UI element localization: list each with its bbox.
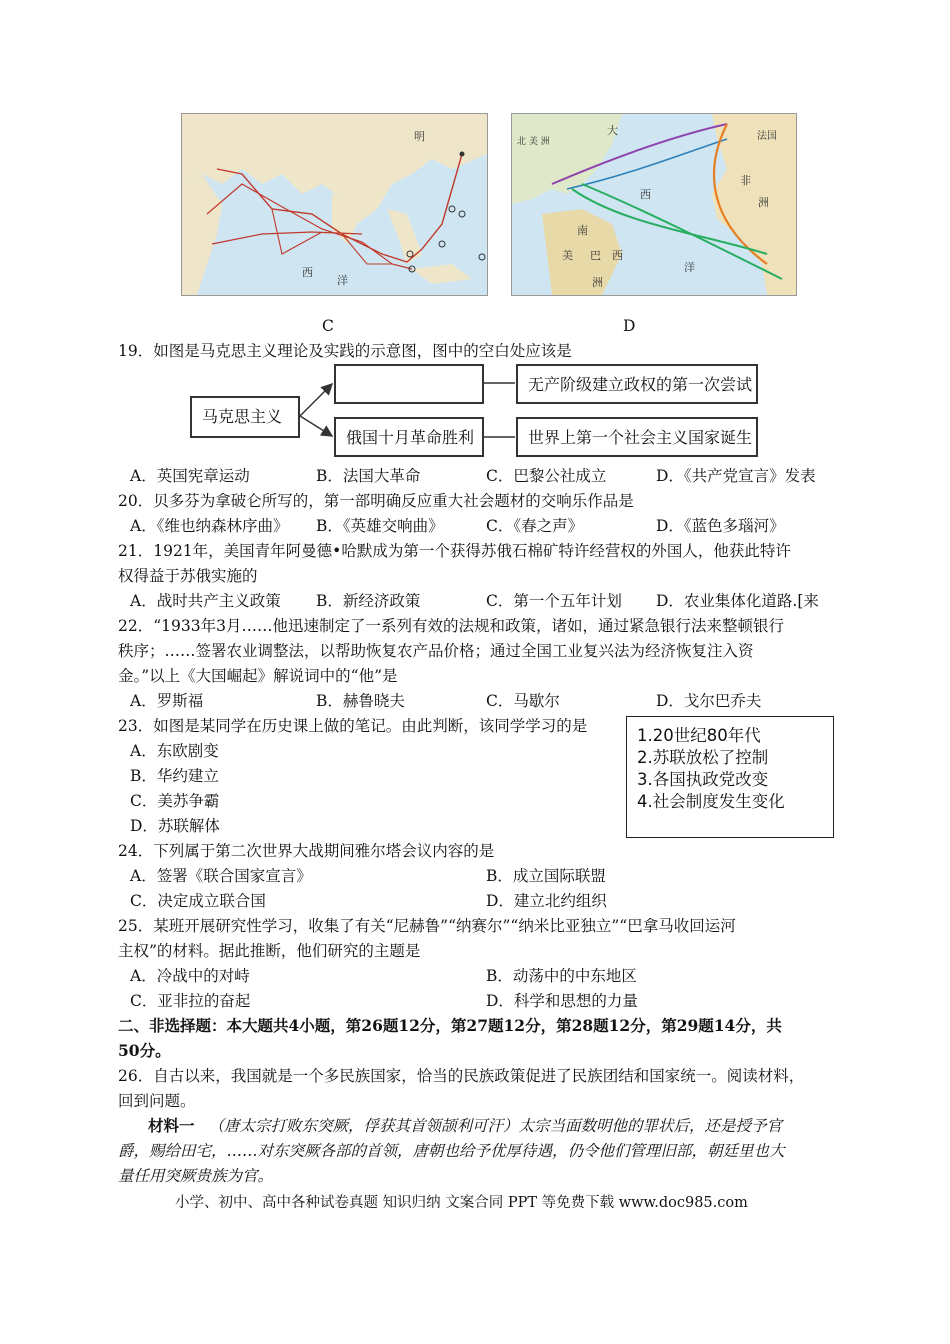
- map-label-zhou: 洲: [758, 196, 769, 209]
- q23-notes-box: [626, 716, 834, 838]
- q26-material-line1: [148, 1115, 782, 1137]
- map-label-yang-2: 洋: [684, 261, 695, 274]
- map-label-zhou-2: 洲: [592, 276, 603, 289]
- q25-stem-line1: 25．某班开展研究性学习，收集了有关“尼赫鲁”“纳赛尔”“纳米比亚独立”“巴拿马收回运河: [118, 917, 736, 935]
- q26-stem-line1: 26．自古以来，我国就是一个多民族国家，恰当的民族政策促进了民族团结和国家统一。阅读材料，: [118, 1067, 805, 1085]
- map-atlantic-routes: [511, 113, 797, 296]
- map-zheng-he-svg: [182, 114, 487, 295]
- map-label-da: 大: [607, 124, 618, 137]
- diagram-blank-box: [334, 364, 484, 404]
- map-label-nan: 南: [577, 224, 588, 237]
- map-label-france: 法国: [757, 131, 777, 142]
- q20-option-a[interactable]: A．《维也纳森林序曲》: [130, 517, 289, 535]
- q22-option-b[interactable]: B．赫鲁晓夫: [316, 692, 405, 710]
- q25-stem-line2: 主权”的材料。据此推断，他们研究的主题是: [118, 942, 421, 960]
- diagram-root-marxism: 马克思主义: [190, 396, 300, 438]
- q22-stem-line1: 22．“1933年3月……他迅速制定了一系列有效的法规和政策，诸如，通过紧急银行法来整顿银行: [118, 617, 784, 635]
- section2-heading-line1: 二、非选择题：本大题共4小题，第26题12分，第27题12分，第28题12分，第29题14分，共: [118, 1016, 782, 1035]
- q23-option-b[interactable]: B．华约建立: [130, 767, 219, 785]
- q21-stem-line1: 21．1921年，美国青年阿曼德•哈默成为第一个获得苏俄石棉矿特许经营权的外国人，他获此特许: [118, 542, 791, 560]
- q23-option-a[interactable]: A．东欧剧变: [130, 742, 219, 760]
- q21-option-a[interactable]: A．战时共产主义政策: [130, 592, 281, 610]
- q23-option-d[interactable]: D．苏联解体: [130, 817, 220, 835]
- map-label-na: 北 美 洲: [517, 137, 550, 147]
- q23-note-2: 2.苏联放松了控制: [637, 748, 769, 767]
- q24-stem: 24．下列属于第二次世界大战期间雅尔塔会议内容的是: [118, 842, 495, 860]
- map-label-fei: 非: [740, 174, 751, 187]
- q22-option-a[interactable]: A．罗斯福: [130, 692, 204, 710]
- q23-note-4: 4.社会制度发生变化: [637, 792, 785, 811]
- q20-option-d[interactable]: D．《蓝色多瑙河》: [656, 517, 785, 535]
- q26-material-text-1: （唐太宗打败东突厥，俘获其首领颉利可汗）太宗当面数明他的罪状后，还是授予官: [208, 1117, 783, 1135]
- q26-stem-line2: 回到问题。: [118, 1092, 196, 1110]
- map-label-xi: 西: [302, 266, 313, 279]
- q22-option-d[interactable]: D．戈尔巴乔夫: [656, 692, 762, 710]
- q19-stem: 19．如图是马克思主义理论及实践的示意图，图中的空白处应该是: [118, 342, 572, 360]
- map-label-ming: 明: [414, 130, 425, 143]
- map-label-xi-3: 西: [612, 249, 623, 262]
- q24-option-a[interactable]: A．签署《联合国家宣言》: [130, 867, 312, 885]
- diagram-first-socialist-state: 世界上第一个社会主义国家诞生: [516, 417, 758, 457]
- map-label-mei: 美: [562, 249, 573, 262]
- q24-option-b[interactable]: B．成立国际联盟: [486, 867, 606, 885]
- q21-option-c[interactable]: C．第一个五年计划: [486, 592, 622, 610]
- map-label-yang: 洋: [337, 274, 348, 287]
- q19-option-a[interactable]: A．英国宪章运动: [130, 467, 250, 485]
- q25-option-b[interactable]: B．动荡中的中东地区: [486, 967, 637, 985]
- q25-option-d[interactable]: D．科学和思想的力量: [486, 992, 638, 1010]
- q26-material-line3: 量任用突厥贵族为官。: [118, 1167, 274, 1185]
- q23-note-3: 3.各国执政党改变: [637, 770, 769, 789]
- q20-option-c[interactable]: C．《春之声》: [486, 517, 584, 535]
- q26-material-line2: 爵，赐给田宅，……对东突厥各部的首领，唐朝也给予优厚待遇，仍令他们管理旧部，朝廷里也大: [118, 1142, 785, 1160]
- page-footer: 小学、初中、高中各种试卷真题 知识归纳 文案合同 PPT 等免费下载 www.doc985.com: [175, 1195, 748, 1211]
- map-label-xi-2: 西: [640, 188, 651, 201]
- q21-option-b[interactable]: B．新经济政策: [316, 592, 421, 610]
- q24-option-d[interactable]: D．建立北约组织: [486, 892, 607, 910]
- diagram-october-revolution: 俄国十月革命胜利: [334, 417, 484, 457]
- q22-option-c[interactable]: C．马歇尔: [486, 692, 560, 710]
- q23-option-c[interactable]: C．美苏争霸: [130, 792, 220, 810]
- map-atlantic-svg: [512, 114, 796, 295]
- map-zheng-he-voyages: [181, 113, 488, 296]
- map-label-ba: 巴: [590, 249, 601, 262]
- section2-heading-line2: 50分。: [118, 1041, 171, 1060]
- q19-diagram: [190, 364, 760, 464]
- q23-note-1: 1.20世纪80年代: [637, 726, 761, 745]
- q24-option-c[interactable]: C．决定成立联合国: [130, 892, 266, 910]
- diagram-first-attempt: 无产阶级建立政权的第一次尝试: [516, 364, 758, 404]
- q26-material-label: 材料一: [148, 1116, 195, 1135]
- q19-option-c[interactable]: C．巴黎公社成立: [486, 467, 607, 485]
- q22-stem-line3: 金。”以上《大国崛起》解说词中的“他”是: [118, 667, 398, 685]
- q23-stem: 23．如图是某同学在历史课上做的笔记。由此判断，该同学学习的是: [118, 717, 588, 735]
- q20-stem: 20．贝多芬为拿破仑所写的，第一部明确反应重大社会题材的交响乐作品是: [118, 492, 634, 510]
- q19-option-d[interactable]: D．《共产党宣言》发表: [656, 467, 816, 485]
- q20-option-b[interactable]: B．《英雄交响曲》: [316, 517, 444, 535]
- q21-option-d[interactable]: D．农业集体化道路.[来: [656, 592, 819, 610]
- q21-stem-line2: 权得益于苏俄实施的: [118, 567, 258, 585]
- q22-stem-line2: 秩序；……签署农业调整法，以帮助恢复农产品价格；通过全国工业复兴法为经济恢复注入资: [118, 642, 754, 660]
- map-caption-c: C: [322, 317, 334, 335]
- map-caption-d: D: [623, 317, 636, 335]
- q25-option-a[interactable]: A．冷战中的对峙: [130, 967, 250, 985]
- q19-option-b[interactable]: B．法国大革命: [316, 467, 421, 485]
- q25-option-c[interactable]: C．亚非拉的奋起: [130, 992, 251, 1010]
